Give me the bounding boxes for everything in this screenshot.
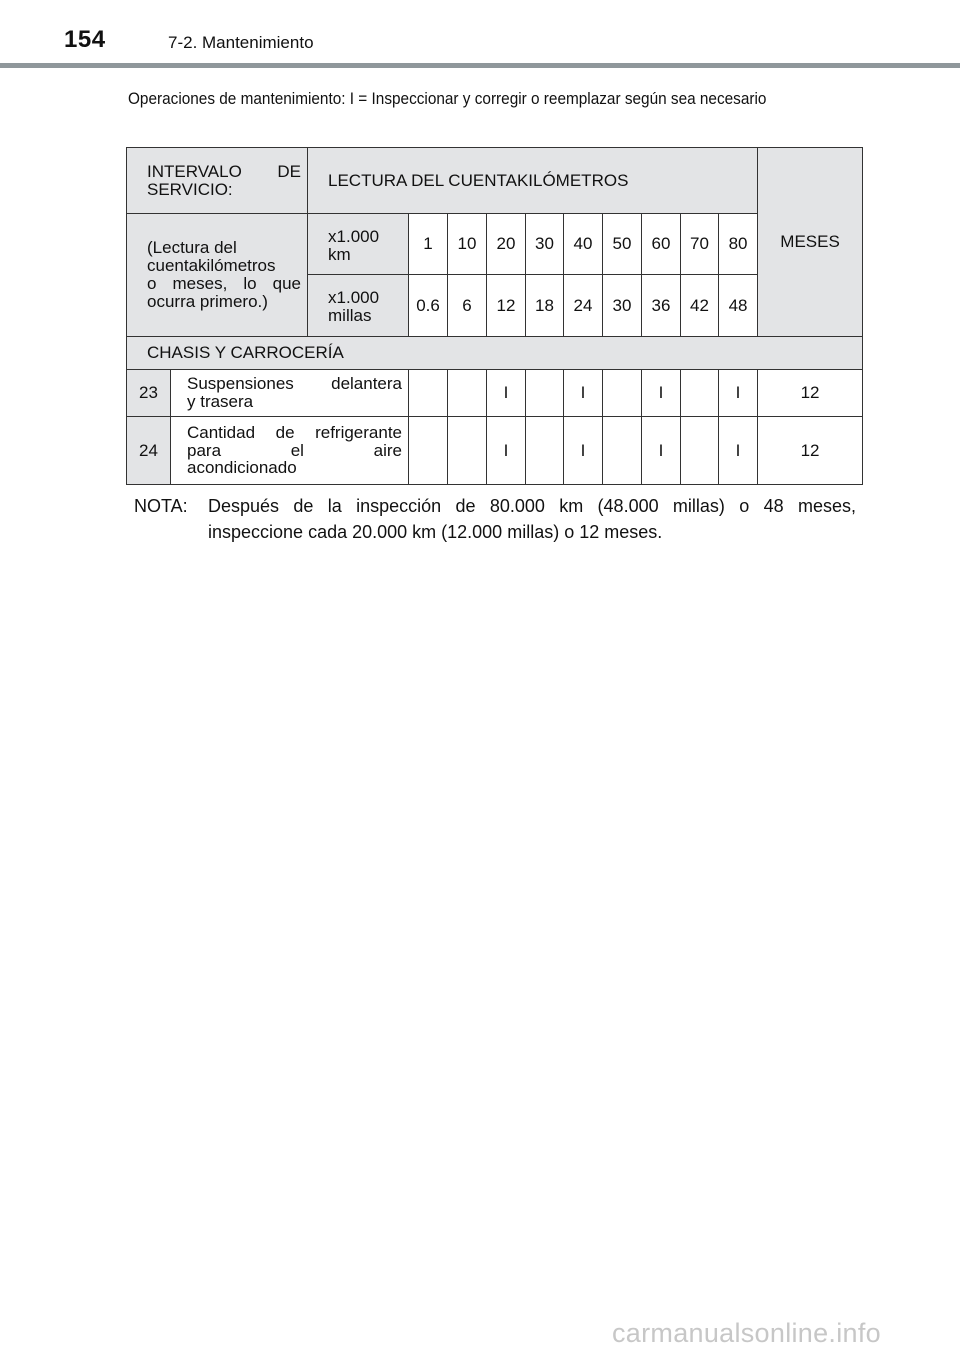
interval-label-line1: INTERVALO DE: [147, 161, 302, 181]
miles-value: 24: [564, 275, 603, 337]
watermark-text: carmanualsonline.info: [612, 1318, 881, 1348]
reading-note-line: cuentakilómetros: [147, 256, 276, 276]
row-mark: [681, 370, 719, 417]
row-mark: [681, 417, 719, 485]
row-mark: I: [642, 370, 681, 417]
row-mark: I: [564, 417, 603, 485]
km-value: 70: [681, 214, 719, 275]
row-item-line: acondicionado: [187, 458, 297, 478]
row-mark: I: [719, 417, 758, 485]
km-value: 1: [409, 214, 448, 275]
miles-unit-line: millas: [328, 305, 372, 325]
row-item-line: y trasera: [187, 392, 254, 411]
km-unit-cell: [308, 214, 409, 275]
miles-value: 0.6: [409, 275, 448, 337]
row-months: 12: [758, 417, 863, 485]
row-mark: [603, 370, 642, 417]
km-value: 20: [487, 214, 526, 275]
row-mark: [526, 417, 564, 485]
miles-unit-cell: [308, 275, 409, 337]
row-mark: I: [642, 417, 681, 485]
miles-value: 18: [526, 275, 564, 337]
maintenance-legend: Operaciones de mantenimiento: I = Inspeccionar y corregir o reemplazar según sea necesario: [128, 90, 767, 108]
reading-note-cell: [127, 214, 308, 337]
reading-note-line: (Lectura del: [147, 238, 237, 258]
row-mark: [409, 417, 448, 485]
row-mark: [409, 370, 448, 417]
row-number: 23: [127, 370, 171, 417]
page-number: 154: [64, 26, 106, 53]
header-divider: [0, 63, 960, 68]
row-mark: I: [719, 370, 758, 417]
table-row: [127, 370, 863, 417]
note-label: NOTA:: [134, 496, 188, 516]
interval-label-cell: [127, 148, 308, 214]
row-mark: I: [487, 417, 526, 485]
miles-value: 36: [642, 275, 681, 337]
km-value: 60: [642, 214, 681, 275]
km-value: 80: [719, 214, 758, 275]
km-value: 10: [448, 214, 487, 275]
note-line: Después de la inspección de 80.000 km (48.000 millas) o 48 meses,: [208, 496, 856, 516]
row-mark: [448, 417, 487, 485]
miles-value: 30: [603, 275, 642, 337]
row-mark: [448, 370, 487, 417]
row-mark: [603, 417, 642, 485]
reading-note-line: o meses, lo que: [147, 274, 302, 293]
months-header: MESES: [758, 148, 863, 337]
miles-value: 42: [681, 275, 719, 337]
interval-label-line2: SERVICIO:: [147, 179, 233, 199]
km-value: 50: [603, 214, 642, 275]
reading-note-line: ocurra primero.): [147, 291, 268, 311]
row-item-line: Cantidad de refrigerante: [187, 422, 403, 442]
section-title: 7-2. Mantenimiento: [168, 33, 314, 52]
row-item: [171, 417, 409, 485]
note-text: [208, 493, 856, 545]
row-item: [171, 370, 409, 417]
row-mark: I: [564, 370, 603, 417]
odometer-header: LECTURA DEL CUENTAKILÓMETROS: [308, 148, 758, 214]
maintenance-schedule-table: [126, 147, 863, 485]
row-months: 12: [758, 370, 863, 417]
section-header-chassis: CHASIS Y CARROCERÍA: [127, 337, 863, 370]
km-unit-line: km: [328, 244, 351, 264]
km-value: 30: [526, 214, 564, 275]
miles-value: 48: [719, 275, 758, 337]
miles-value: 12: [487, 275, 526, 337]
row-number: 24: [127, 417, 171, 485]
miles-value: 6: [448, 275, 487, 337]
row-mark: [526, 370, 564, 417]
row-item-line: Suspensiones delantera: [187, 374, 403, 394]
km-unit-line: x1.000: [328, 227, 380, 246]
row-mark: I: [487, 370, 526, 417]
km-value: 40: [564, 214, 603, 275]
table-row: [127, 417, 863, 485]
note-line: inspeccione cada 20.000 km (12.000 millas) o 12 meses.: [208, 522, 663, 542]
miles-unit-line: x1.000: [328, 288, 380, 307]
row-item-line: para el aire: [187, 440, 403, 460]
